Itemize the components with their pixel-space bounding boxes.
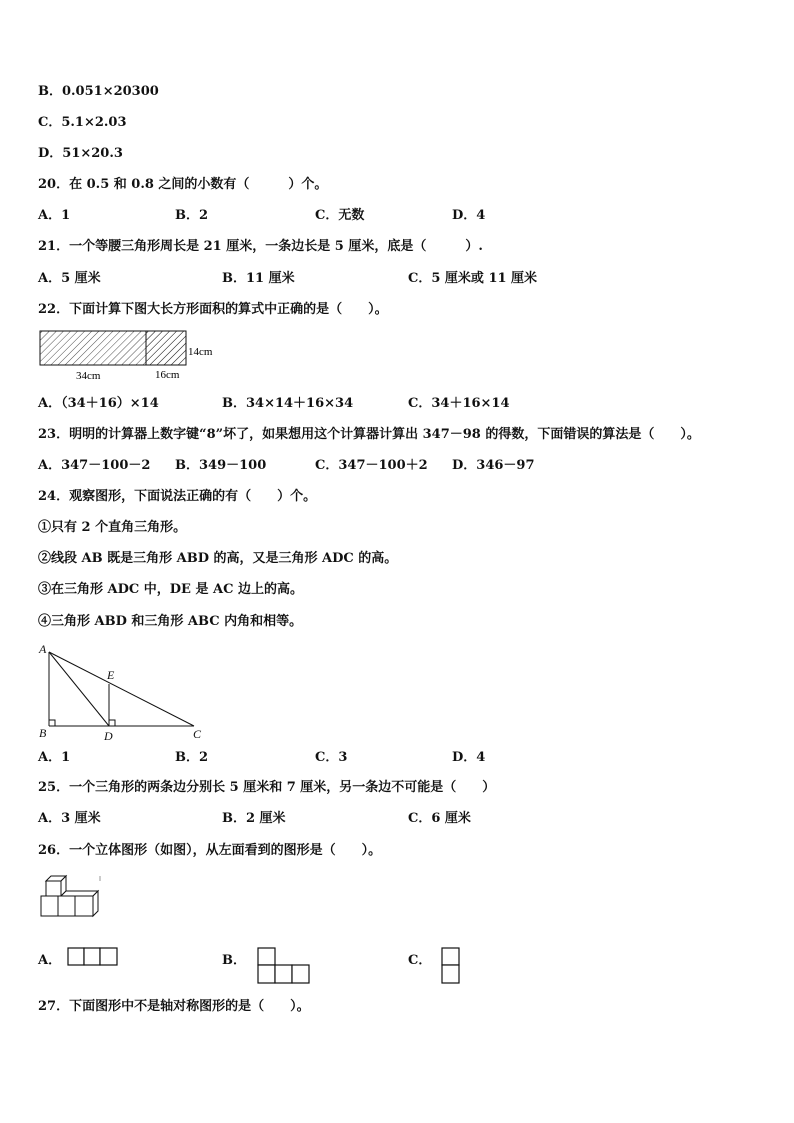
q20-option-a: A．1: [38, 208, 71, 223]
point-c-label: C: [193, 727, 202, 741]
large-rect-right-part: [146, 331, 186, 365]
rect-left-label: 34cm: [76, 370, 101, 382]
q24-option-c: C．3: [315, 750, 348, 765]
q25-option-a: A．3 厘米: [38, 811, 101, 826]
question-25: 25．一个三角形的两条边分别长 5 厘米和 7 厘米，另一条边不可能是（ ）: [38, 780, 496, 795]
q19-option-b: B．0.051×20300: [38, 84, 159, 99]
q20-option-b: B．2: [175, 208, 209, 223]
question-23: 23．明明的计算器上数字键“8”坏了，如果想用这个计算器计算出 347－98 的得数，下面错误的算法是（ ）。: [38, 427, 700, 442]
statement-4: ④三角形 ABD 和三角形 ABC 内角和相等。: [38, 614, 303, 629]
q24-option-d: D．4: [452, 750, 486, 765]
q25-option-b: B．2 厘米: [222, 811, 286, 826]
question-20: 20．在 0.5 和 0.8 之间的小数有（ ）个。: [38, 177, 328, 192]
q21-option-c: C．5 厘米或 11 厘米: [408, 271, 538, 286]
question-27: 27．下面图形中不是轴对称图形的是（ ）。: [38, 999, 310, 1014]
question-24: 24．观察图形，下面说法正确的有（ ）个。: [38, 489, 317, 504]
q23-option-b: B．349－100: [175, 458, 267, 473]
q24-option-b: B．2: [175, 750, 209, 765]
q19-option-c: C．5.1×2.03: [38, 115, 127, 130]
q23-option-d: D．346－97: [452, 458, 535, 473]
q24-option-a: A．1: [38, 750, 71, 765]
triangle-figure: [36, 640, 206, 744]
question-26: 26．一个立体图形（如图），从左面看到的图形是（ ）。: [38, 843, 382, 858]
q23-option-a: A．347－100－2: [38, 458, 151, 473]
q26-option-b: B．: [222, 953, 246, 968]
q20-option-c: C．无数: [315, 208, 365, 223]
q23-option-c: C．347－100＋2: [315, 458, 428, 473]
q26-option-c: C．: [408, 953, 432, 968]
rect-right-label: 16cm: [155, 369, 180, 381]
option-c-view: [440, 946, 462, 986]
statement-1: ①只有 2 个直角三角形。: [38, 520, 187, 535]
point-b-label: B: [39, 726, 47, 740]
q19-option-d: D．51×20.3: [38, 146, 123, 161]
rectangle-figure: [38, 328, 228, 384]
q21-option-a: A．5 厘米: [38, 271, 101, 286]
statement-3: ③在三角形 ADC 中，DE 是 AC 边上的高。: [38, 582, 303, 597]
q21-option-b: B．11 厘米: [222, 271, 295, 286]
question-21: 21．一个等腰三角形周长是 21 厘米，一条边长是 5 厘米，底是（ ）.: [38, 239, 483, 254]
question-22: 22．下面计算下图大长方形面积的算式中正确的是（ ）。: [38, 302, 388, 317]
q22-option-c: C．34＋16×14: [408, 396, 510, 411]
q26-option-a: A．: [38, 953, 62, 968]
point-a-label: A: [39, 642, 47, 656]
q25-option-c: C．6 厘米: [408, 811, 471, 826]
statement-2: ②线段 AB 既是三角形 ABD 的高，又是三角形 ADC 的高。: [38, 551, 398, 566]
q22-option-b: B．34×14＋16×34: [222, 396, 354, 411]
q20-option-d: D．4: [452, 208, 486, 223]
solid-figure: [36, 873, 108, 919]
point-e-label: E: [107, 668, 115, 682]
option-a-view: [67, 946, 121, 968]
option-b-view: [256, 946, 312, 986]
q22-option-a: A．（34＋16）×14: [38, 396, 159, 411]
rect-width-label: 14cm: [188, 346, 213, 358]
point-d-label: D: [104, 729, 113, 743]
